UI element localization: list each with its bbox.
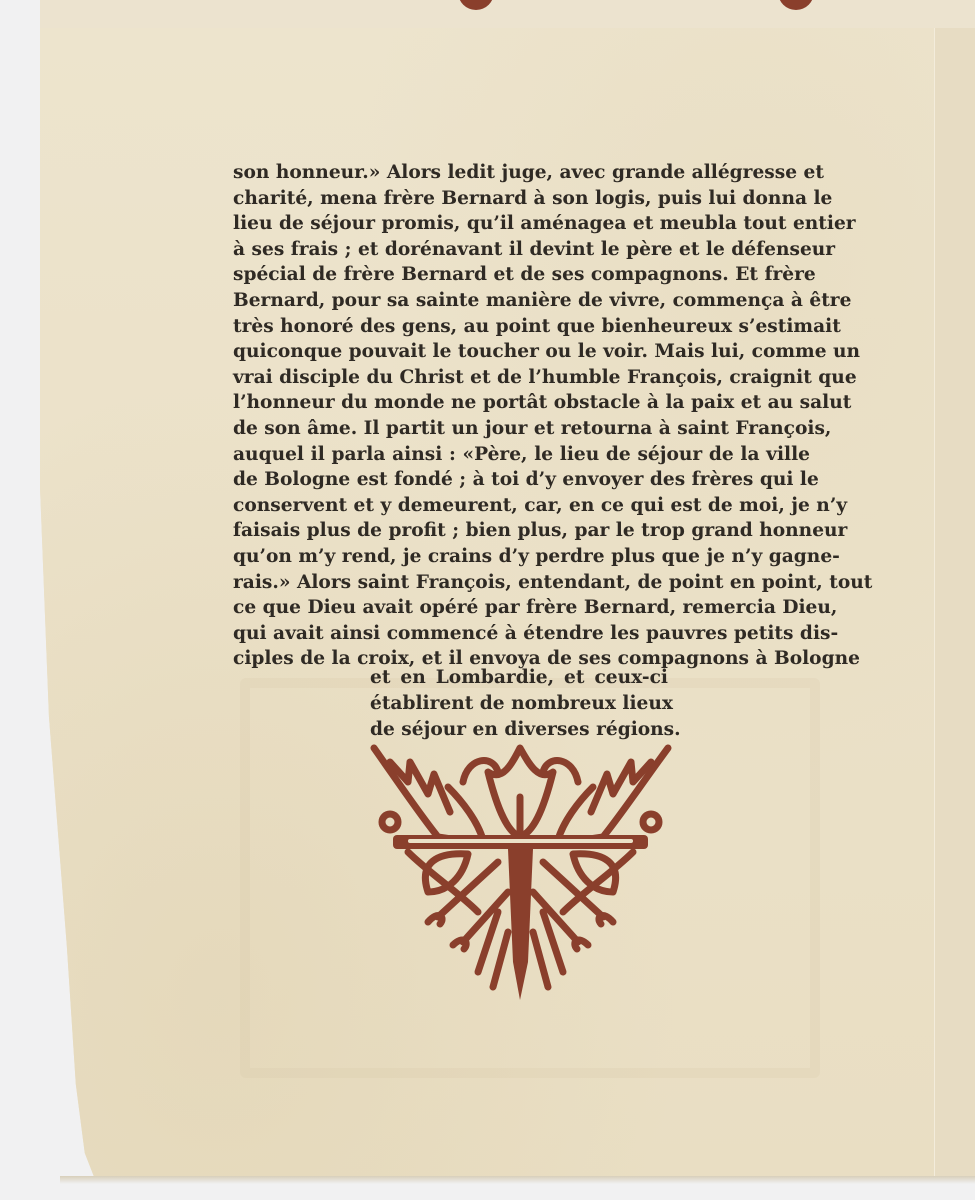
page-bottom-edge (60, 1176, 975, 1184)
adjacent-page-edge (934, 28, 975, 1176)
text-line: qu’on m’y rend, je crains d’y perdre plus que je n’y gagne- (233, 545, 840, 567)
text-line: son honneur.» Alors ledit juge, avec grande allégresse et (233, 162, 824, 183)
previous-page-edge (40, 0, 975, 29)
text-line: qui avait ainsi commencé à étendre les pauvres petits dis- (233, 622, 839, 644)
text-line: conservent et y demeurent, car, en ce qui est de moi, je n’y (233, 494, 848, 516)
body-paragraph (233, 160, 873, 672)
text-line: rais.» Alors saint François, entendant, de point en point, tout (233, 571, 873, 593)
text-line: spécial de frère Bernard et de ses compagnons. Et frère (233, 264, 816, 286)
text-line: ciples de la croix, et il envoya de ses compagnons à Bologne (233, 648, 860, 670)
text-line: auquel il parla ainsi : «Père, le lieu de séjour de la ville (233, 443, 810, 465)
text-line: établirent de nombreux lieux (370, 693, 673, 714)
text-line: et en Lombardie, et ceux-ci (370, 667, 668, 688)
floral-crown-tailpiece-icon (368, 742, 673, 1004)
text-line: de Bologne est fondé ; à toi d’y envoyer des frères qui le (233, 469, 819, 491)
text-line: charité, mena frère Bernard à son logis, puis lui donna le (233, 187, 833, 209)
text-line: de son âme. Il partit un jour et retourna à saint François, (233, 417, 832, 439)
top-ornament-fragment-icon (778, 0, 814, 10)
text-line: quiconque pouvait le toucher ou le voir. Mais lui, comme un (233, 341, 861, 363)
text-line: l’honneur du monde ne portât obstacle à la paix et au salut (233, 392, 852, 414)
text-line: ce que Dieu avait opéré par frère Bernard, remercia Dieu, (233, 597, 838, 619)
text-line: très honoré des gens, au point que bienheureux s’estimait (233, 315, 841, 337)
text-line: vrai disciple du Christ et de l’humble François, craignit que (233, 366, 857, 388)
top-ornament-fragment-icon (458, 0, 494, 10)
text-line: à ses frais ; et dorénavant il devint le père et le défenseur (233, 238, 836, 260)
text-line: faisais plus de profit ; bien plus, par le trop grand honneur (233, 520, 848, 542)
text-line: Bernard, pour sa sainte manière de vivre, commença à être (233, 289, 852, 311)
closing-text-block (370, 665, 681, 743)
text-line: lieu de séjour promis, qu’il aménagea et meubla tout entier (233, 213, 856, 235)
text-line: de séjour en diverses régions. (370, 719, 681, 740)
